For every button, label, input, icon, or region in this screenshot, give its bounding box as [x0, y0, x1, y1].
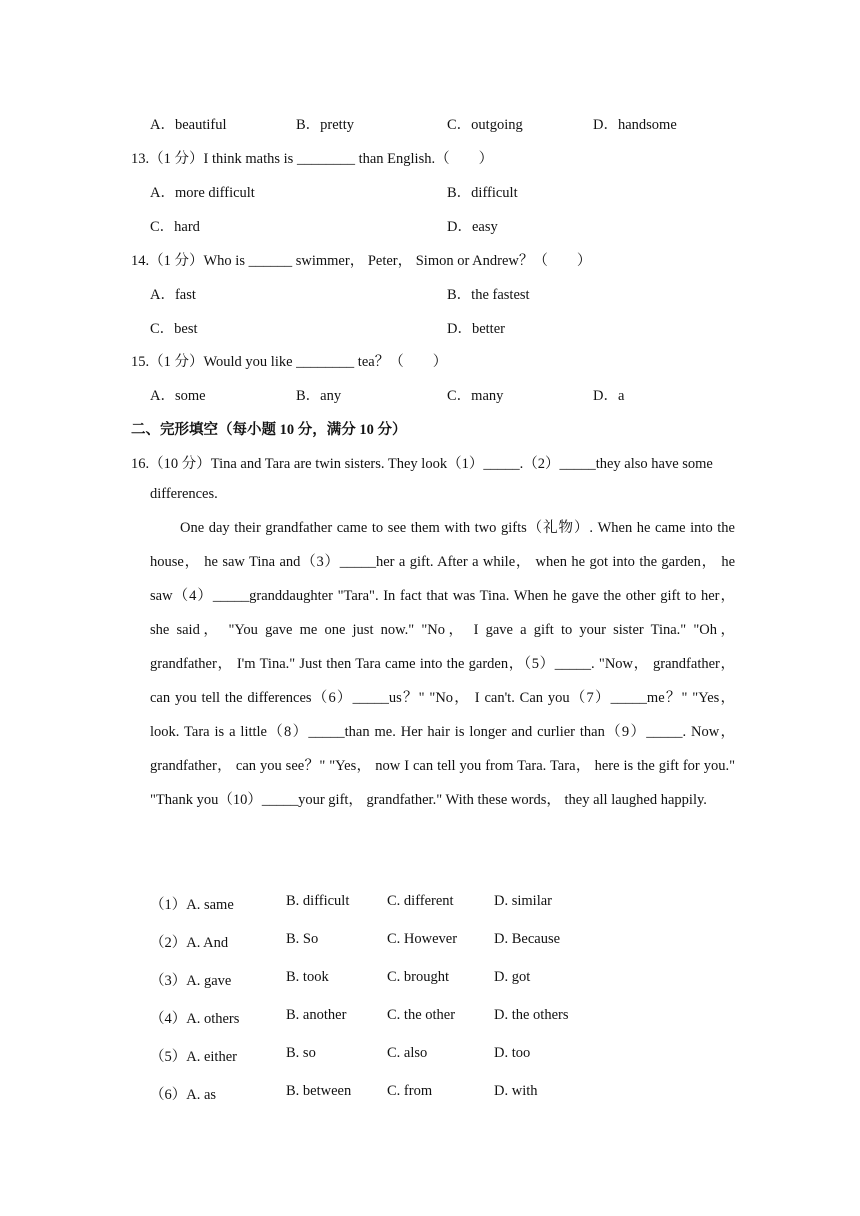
q14-option-d: D．better — [447, 321, 505, 337]
choice-5-b: B. so — [286, 1045, 316, 1061]
choice-1-a: （1）A. same — [150, 897, 234, 913]
q15-stem: 15.（1 分）Would you like ________ tea？（ ） — [131, 354, 448, 370]
q15-option-d: D．a — [593, 388, 625, 404]
choice-2-c: C. However — [387, 931, 458, 947]
choice-6-c: C. from — [387, 1083, 433, 1099]
q14-option-c: C．best — [150, 321, 198, 337]
choice-4-d: D. the others — [494, 1007, 569, 1023]
choice-3-b: B. took — [286, 969, 329, 985]
choice-3-a: （3）A. gave — [150, 973, 232, 989]
q14-option-b: B．the fastest — [447, 287, 530, 303]
choice-4-a: （4）A. others — [150, 1011, 240, 1027]
q12-option-c: C．outgoing — [447, 117, 523, 133]
q16-stem-line2: differences. — [150, 486, 218, 502]
q13-option-a: A．more difficult — [150, 185, 255, 201]
choice-1-c: C. different — [387, 893, 454, 909]
choice-6-a: （6）A. as — [150, 1087, 217, 1103]
choice-4-c: C. the other — [387, 1007, 456, 1023]
choice-2-d: D. Because — [494, 931, 561, 947]
choice-1-d: D. similar — [494, 893, 552, 909]
q13-option-b: B．difficult — [447, 185, 518, 201]
choice-2-b: B. So — [286, 931, 319, 947]
q16-stem-line1: 16.（10 分）Tina and Tara are twin sisters. They look（1）_____.（2）_____they also have some — [131, 456, 713, 472]
choice-5-d: D. too — [494, 1045, 531, 1061]
q13-option-d: D．easy — [447, 219, 498, 235]
q15-option-c: C．many — [447, 388, 504, 404]
choice-6-d: D. with — [494, 1083, 538, 1099]
choice-5-c: C. also — [387, 1045, 428, 1061]
q13-option-c: C．hard — [150, 219, 200, 235]
q12-option-a: A．beautiful — [150, 117, 227, 133]
q16-passage: One day their grandfather came to see them with two gifts（礼物）. When he came into the house， he saw Tina and（3）_____her a gift. After a while， when he got into the garden， he saw（4）_____granddaughter "Tara". In fact that was Tina. When he gave the other gift to her， she said， "You gave me one just now." "No， I gave a gift to your sister Tina." "Oh， grandfather， I'm Tina." Just then Tara came into the garden，（5）_____. "Now， grandfather， can you tell the differences（6）_____us？" "No， I can't. Can you（7）_____me？" "Yes， look. Tara is a little（8）_____than me. Her hair is longer and curlier than（9）_____. Now， grandfather， can you see？" "Yes， now I can tell you from Tara. Tara， here is the gift for you." "Thank you（10）_____your gift， grandfather." With these words， they all laughed happily. — [150, 520, 735, 808]
q14-stem: 14.（1 分）Who is ______ swimmer， Peter， Simon or Andrew？（ ） — [131, 253, 592, 269]
choice-6-b: B. between — [286, 1083, 352, 1099]
choice-1-b: B. difficult — [286, 893, 350, 909]
choice-3-d: D. got — [494, 969, 531, 985]
choice-5-a: （5）A. either — [150, 1049, 237, 1065]
choice-4-b: B. another — [286, 1007, 347, 1023]
q12-option-d: D．handsome — [593, 117, 677, 133]
q15-option-b: B．any — [296, 388, 342, 404]
q15-option-a: A．some — [150, 388, 206, 404]
section-2-title: 二、完形填空（每小题 10 分，满分 10 分） — [131, 422, 407, 438]
choice-2-a: （2）A. And — [150, 935, 229, 951]
q14-option-a: A．fast — [150, 287, 196, 303]
q13-stem: 13.（1 分）I think maths is ________ than English.（ ） — [131, 151, 494, 167]
choice-3-c: C. brought — [387, 969, 450, 985]
q12-option-b: B．pretty — [296, 117, 354, 133]
